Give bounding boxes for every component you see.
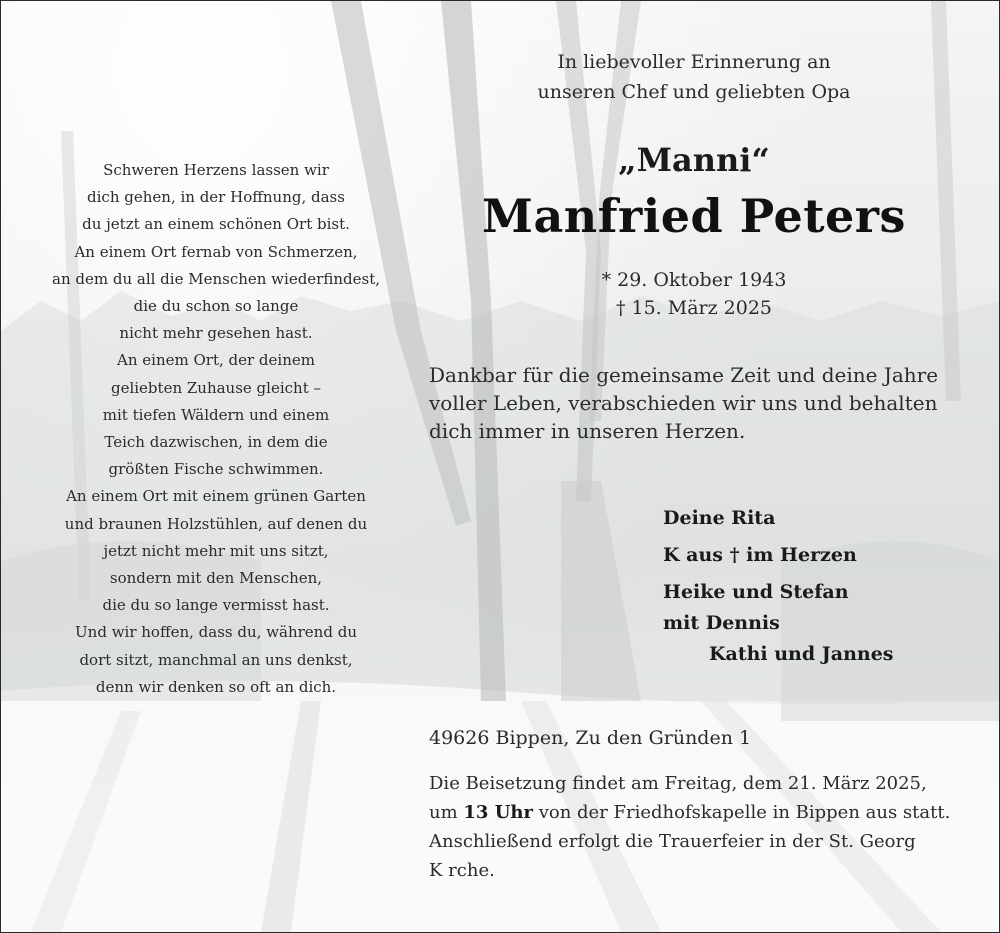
thanks-line: dich immer in unseren Herzen.	[429, 419, 746, 443]
poem-line: mit tiefen Wäldern und einem	[102, 405, 330, 424]
poem-line: nicht mehr gesehen hast.	[119, 324, 313, 343]
death-date: † 15. März 2025	[615, 297, 773, 319]
funeral-info	[429, 769, 964, 885]
poem-line: größten Fische schwimmen.	[108, 460, 324, 479]
poem-line: An einem Ort mit einem grünen Garten	[66, 487, 366, 506]
birth-date: * 29. Oktober 1943	[601, 269, 787, 291]
funeral-line-2-start: um	[429, 802, 464, 823]
poem	[31, 157, 401, 701]
deceased-name: Manfried Peters	[482, 189, 906, 243]
funeral-line-1: Die Beisetzung findet am Freitag, dem 21. März 2025,	[429, 773, 927, 794]
nickname: „Manni“	[618, 141, 770, 179]
poem-line: die du schon so lange	[133, 297, 299, 316]
poem-line: du jetzt an einem schönen Ort bist.	[82, 215, 350, 234]
poem-line: Schweren Herzens lassen wir	[103, 161, 329, 179]
thanks-text	[429, 361, 969, 445]
poem-line: denn wir denken so oft an dich.	[95, 677, 337, 696]
poem-line: jetzt nicht mehr mit uns sitzt,	[103, 541, 329, 560]
funeral-line-3: Anschließend erfolgt die Trauerfeier in der St. Georg	[429, 831, 916, 852]
intro-line-2: unseren Chef und geliebten Opa	[537, 81, 851, 103]
intro-line-1: In liebevoller Erinnerung an	[557, 51, 831, 73]
poem-line: dich gehen, in der Hoffnung, dass	[87, 188, 345, 207]
poem-line: Und wir hoffen, dass du, während du	[75, 623, 357, 642]
poem-line: und braunen Holzstühlen, auf denen du	[64, 514, 368, 533]
thanks-line: Dankbar für die gemeinsame Zeit und deine Jahre	[429, 363, 939, 387]
funeral-time: 13 Uhr	[463, 802, 533, 823]
family-remembrance: K aus † im Herzen	[663, 544, 857, 566]
poem-line: geliebten Zuhause gleicht –	[110, 378, 321, 397]
thanks-line: voller Leben, verabschieden wir uns und behalten	[429, 391, 938, 415]
poem-line: An einem Ort, der deinem	[117, 351, 315, 370]
poem-line: dort sitzt, manchmal an uns denkst,	[79, 650, 353, 669]
family-kathi-jannes: Kathi und Jannes	[709, 643, 894, 665]
address: 49626 Bippen, Zu den Gründen 1	[429, 727, 752, 749]
family-heike-stefan: Heike und Stefan	[663, 581, 849, 603]
funeral-line-2	[429, 798, 964, 827]
poem-line: die du so lange vermisst hast.	[102, 596, 330, 615]
family-rita: Deine Rita	[663, 507, 776, 529]
poem-line: an dem du all die Menschen wiederfindest,	[52, 269, 380, 288]
funeral-line-4: K rche.	[429, 860, 495, 881]
funeral-line-2-end: von der Friedhofskapelle in Bippen aus statt.	[532, 802, 951, 823]
family-dennis: mit Dennis	[663, 612, 780, 634]
poem-line: An einem Ort fernab von Schmerzen,	[74, 242, 358, 261]
poem-line: sondern mit den Menschen,	[109, 569, 323, 588]
poem-line: Teich dazwischen, in dem die	[104, 433, 328, 452]
